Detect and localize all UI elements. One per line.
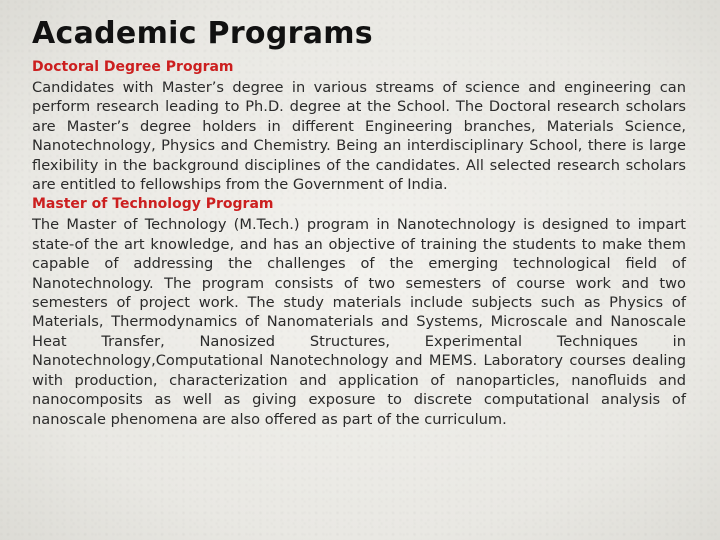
section-heading-doctoral: Doctoral Degree Program (32, 59, 234, 75)
section-paragraph-doctoral: Candidates with Master’s degree in various streams of science and engineering can perform research leading to Ph.D. degree at the School. The Doctoral research scholars are Master’s degree holders in different Engineering branches, Materials Science, Nanotechnology, Physics and Chemistry. Being an interdisciplinary School, there is large flexibility in the background disciplines of the candidates. All selected research scholars are entitled to fellowships from the Government of India. (32, 79, 686, 194)
section-heading-mtech: Master of Technology Program (32, 196, 274, 213)
slide-content (32, 14, 686, 429)
slide-title: Academic Programs (32, 16, 373, 51)
section-paragraph-mtech: The Master of Technology (M.Tech.) program in Nanotechnology is designed to impart state-of the art knowledge, and has an objective of training the students to make them capable of addressing the challenges of the emerging technological field of Nanotechnology. The program consists of two semesters of course work and two semesters of project work. The study materials include subjects such as Physics of Materials, Thermodynamics of Nanomaterials and Systems, Microscale and Nanoscale Heat Transfer, Nanosized Structures, Experimental Techniques in Nanotechnology,Computational Nanotechnology and MEMS. Laboratory courses dealing with production, characterization and application of nanoparticles, nanofluids and nanocomposits as well as giving exposure to discrete computational analysis of nanoscale phenomena are also offered as part of the curriculum. (32, 216, 686, 428)
